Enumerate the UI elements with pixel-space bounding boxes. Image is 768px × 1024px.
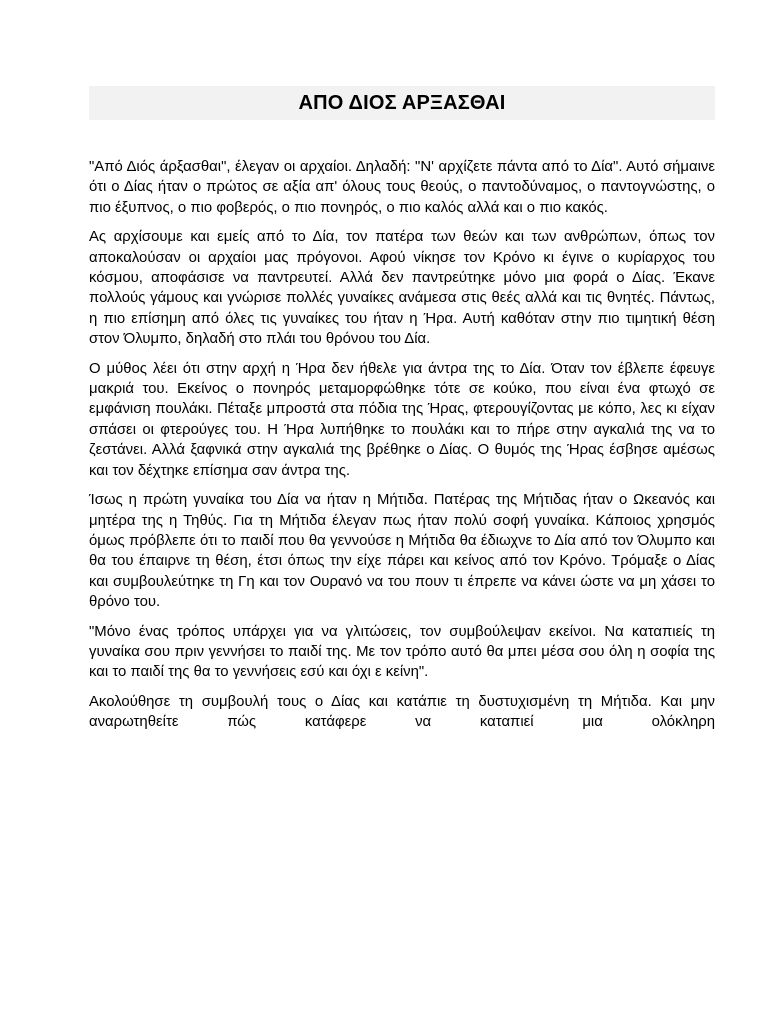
document-title: ΑΠΟ ΔΙΟΣ ΑΡΞΑΣΘΑΙ — [298, 91, 506, 114]
paragraph-6: Ακολούθησε τη συμβουλή τους ο Δίας και κατάπιε τη δυστυχισμένη τη Μήτιδα. Και μην αναρωτηθείτε πώς κατάφερε να καταπιεί μια ολόκληρη — [89, 693, 715, 731]
paragraph-1: "Από Διός άρξασθαι", έλεγαν οι αρχαίοι. Δηλαδή: "Ν' αρχίζετε πάντα από το Δία". Αυτό σήμαινε ότι ο Δίας ήταν ο πρώτος σε αξία απ' όλους τους θεούς, ο παντοδύναμος, ο παντογνώστης, ο πιο έξυπνος, ο πιο φοβερός, ο πιο πονηρός, ο πιο καλός αλλά και ο πιο κακός. — [89, 159, 715, 216]
title-bar — [89, 86, 715, 120]
document-page — [89, 86, 715, 742]
paragraph-3: Ο μύθος λέει ότι στην αρχή η Ήρα δεν ήθελε για άντρα της το Δία. Όταν τον έβλεπε έφευγε μακριά του. Εκείνος ο πονηρός μεταμορφώθηκε τότε σε κούκο, που είναι ένα φτωχό σε εμφάνιση πουλάκι. Πέταξε μπροστά στα πόδια της Ήρας, φτερουγίζοντας με κόπο, λες κι είχαν σπάσει οι φτερούγες του. Η Ήρα λυπήθηκε το πουλάκι και το πήρε στην αγκαλιά της να το ζεστάνει. Αλλά ξαφνικά στην αγκαλιά της βρέθηκε ο Δίας. Ο θυμός της Ήρας έσβησε αμέσως και τον δέχτηκε επίσημα σαν άντρα της. — [89, 360, 715, 479]
paragraph-2: Ας αρχίσουμε και εμείς από το Δία, τον πατέρα των θεών και των ανθρώπων, όπως τον αποκαλούσαν οι αρχαίοι μας πρόγονοι. Αφού νίκησε τον Κρόνο κι έγινε ο κυρίαρχος του κόσμου, αποφάσισε να παντρευτεί. Αλλά δεν παντρεύτηκε μόνο μια φορά ο Δίας. Έκανε πολλούς γάμους και γνώρισε πολλές γυναίκες ανάμεσα στις θεές αλλά και τις θνητές. Πάντως, η πιο επίσημη από όλες τις γυναίκες του ήταν η Ήρα. Αυτή καθόταν στην πιο τιμητική θέση στον Όλυμπο, δηλαδή στο πλάι του θρόνου του Δία. — [89, 229, 715, 348]
document-body — [89, 157, 715, 733]
paragraph-4: Ίσως η πρώτη γυναίκα του Δία να ήταν η Μήτιδα. Πατέρας της Μήτιδας ήταν ο Ωκεανός και μητέρα της η Τηθύς. Για τη Μήτιδα έλεγαν πως ήταν πολύ σοφή γυναίκα. Κάποιος χρησμός όμως πρόβλεπε ότι το παιδί που θα γεννούσε η Μήτιδα θα έδιωχνε το Δία από τον Όλυμπο και θα του έπαιρνε τη θέση, έτσι όπως την είχε πάρει και κείνος από τον Κρόνο. Τρόμαξε ο Δίας και συμβουλεύτηκε τη Γη και τον Ουρανό να του πουν τι έπρεπε να κάνει ώστε να μη χάσει το θρόνο του. — [89, 492, 715, 611]
paragraph-5: "Μόνο ένας τρόπος υπάρχει για να γλιτώσεις, τον συμβούλεψαν εκείνοι. Να καταπιείς τη γυναίκα σου πριν γεννήσει το παιδί της. Με τον τρόπο αυτό θα μπει μέσα σου όλη η σοφία της και το παιδί της θα το γεννήσεις εσύ και όχι ε κείνη". — [89, 623, 715, 681]
